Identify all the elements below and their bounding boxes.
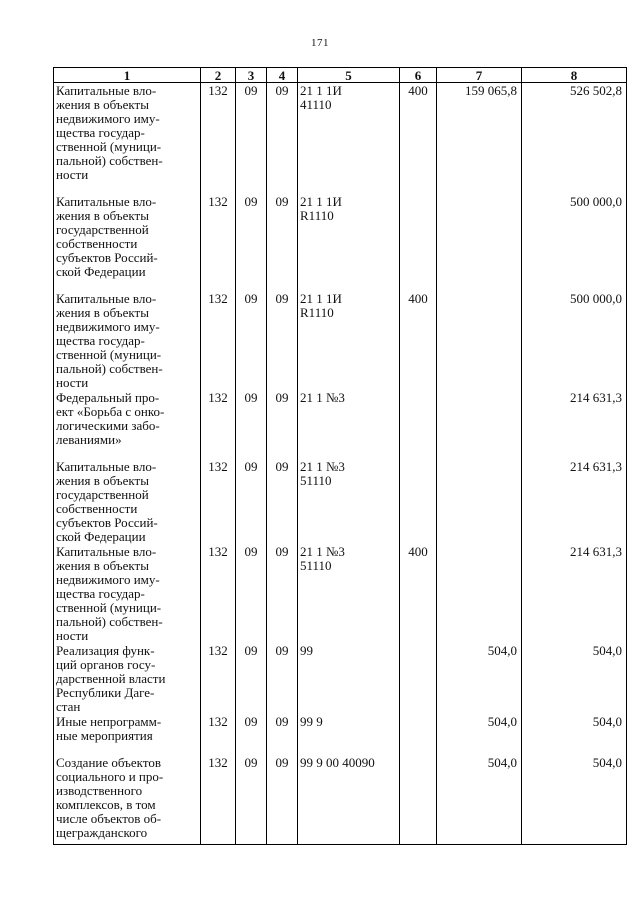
row-subsection: 09 — [267, 544, 298, 643]
row-expense-type: 400 — [400, 291, 437, 390]
column-header: 4 — [267, 68, 298, 83]
row-expense-type — [400, 194, 437, 291]
row-amount-col7 — [437, 291, 522, 390]
row-amount-col8: 504,0 — [522, 714, 627, 755]
row-section: 09 — [236, 714, 267, 755]
column-header: 2 — [201, 68, 236, 83]
budget-table — [53, 67, 627, 845]
row-subsection: 09 — [267, 83, 298, 194]
row-amount-col8: 214 631,3 — [522, 459, 627, 544]
row-description: Федеральный про- ект «Борьба с онко- логическими забо- леваниями» — [54, 390, 201, 459]
row-description: Реализация функ- ций органов госу- дарственной власти Республики Даге- стан — [54, 643, 201, 714]
table-row — [54, 714, 627, 755]
row-section: 09 — [236, 390, 267, 459]
row-amount-col8: 214 631,3 — [522, 390, 627, 459]
row-expense-type — [400, 459, 437, 544]
page-number: 171 — [311, 37, 329, 49]
row-expense-type: 400 — [400, 544, 437, 643]
row-subsection: 09 — [267, 714, 298, 755]
row-amount-col8: 214 631,3 — [522, 544, 627, 643]
row-target-article: 21 1 1И 41110 — [298, 83, 400, 194]
row-amount-col7: 504,0 — [437, 643, 522, 714]
row-amount-col8: 504,0 — [522, 643, 627, 714]
table-row — [54, 459, 627, 544]
row-expense-type — [400, 714, 437, 755]
row-subsection: 09 — [267, 643, 298, 714]
row-expense-type — [400, 390, 437, 459]
row-section: 09 — [236, 459, 267, 544]
row-target-article: 99 9 00 40090 — [298, 755, 400, 845]
row-target-article: 21 1 1И R1110 — [298, 194, 400, 291]
row-amount-col8: 500 000,0 — [522, 194, 627, 291]
row-subsection: 09 — [267, 755, 298, 845]
row-description: Капитальные вло- жения в объекты недвижимого иму- щества государ- ственной (муници- пальной) собствен- ности — [54, 544, 201, 643]
column-header: 6 — [400, 68, 437, 83]
row-ministry-code: 132 — [201, 544, 236, 643]
row-ministry-code: 132 — [201, 755, 236, 845]
row-description: Капитальные вло- жения в объекты государственной собственности субъектов Россий- ской Федерации — [54, 194, 201, 291]
row-target-article: 21 1 №3 — [298, 390, 400, 459]
table-row — [54, 755, 627, 845]
row-ministry-code: 132 — [201, 459, 236, 544]
row-section: 09 — [236, 643, 267, 714]
row-amount-col7 — [437, 390, 522, 459]
row-amount-col7: 159 065,8 — [437, 83, 522, 194]
row-ministry-code: 132 — [201, 390, 236, 459]
row-description: Капитальные вло- жения в объекты недвижимого иму- щества государ- ственной (муници- пальной) собствен- ности — [54, 83, 201, 194]
row-description: Создание объектов социального и про- изводственного комплексов, в том числе объектов об- щегражданского — [54, 755, 201, 845]
row-amount-col7: 504,0 — [437, 755, 522, 845]
table-row — [54, 544, 627, 643]
row-ministry-code: 132 — [201, 714, 236, 755]
row-description: Капитальные вло- жения в объекты государственной собственности субъектов Россий- ской Федерации — [54, 459, 201, 544]
row-target-article: 21 1 №3 51110 — [298, 544, 400, 643]
row-ministry-code: 132 — [201, 194, 236, 291]
table-row — [54, 194, 627, 291]
row-ministry-code: 132 — [201, 83, 236, 194]
row-target-article: 99 9 — [298, 714, 400, 755]
row-subsection: 09 — [267, 459, 298, 544]
row-target-article: 21 1 №3 51110 — [298, 459, 400, 544]
row-subsection: 09 — [267, 194, 298, 291]
table-row — [54, 291, 627, 390]
row-amount-col7 — [437, 459, 522, 544]
row-subsection: 09 — [267, 291, 298, 390]
table-row — [54, 390, 627, 459]
table-body — [54, 83, 627, 845]
row-section: 09 — [236, 544, 267, 643]
row-amount-col8: 500 000,0 — [522, 291, 627, 390]
table-row — [54, 83, 627, 194]
row-amount-col7 — [437, 544, 522, 643]
column-header: 7 — [437, 68, 522, 83]
row-ministry-code: 132 — [201, 643, 236, 714]
row-subsection: 09 — [267, 390, 298, 459]
row-target-article: 99 — [298, 643, 400, 714]
column-header: 1 — [54, 68, 201, 83]
table-header-row — [54, 68, 627, 83]
row-expense-type: 400 — [400, 83, 437, 194]
row-expense-type — [400, 755, 437, 845]
row-target-article: 21 1 1И R1110 — [298, 291, 400, 390]
table-row — [54, 643, 627, 714]
row-amount-col8: 526 502,8 — [522, 83, 627, 194]
row-section: 09 — [236, 755, 267, 845]
row-section: 09 — [236, 291, 267, 390]
row-description: Иные непрограмм- ные мероприятия — [54, 714, 201, 755]
column-header: 5 — [298, 68, 400, 83]
column-header: 8 — [522, 68, 627, 83]
row-ministry-code: 132 — [201, 291, 236, 390]
row-amount-col7 — [437, 194, 522, 291]
row-amount-col8: 504,0 — [522, 755, 627, 845]
row-amount-col7: 504,0 — [437, 714, 522, 755]
column-header: 3 — [236, 68, 267, 83]
row-section: 09 — [236, 83, 267, 194]
row-section: 09 — [236, 194, 267, 291]
row-expense-type — [400, 643, 437, 714]
row-description: Капитальные вло- жения в объекты недвижимого иму- щества государ- ственной (муници- пальной) собствен- ности — [54, 291, 201, 390]
